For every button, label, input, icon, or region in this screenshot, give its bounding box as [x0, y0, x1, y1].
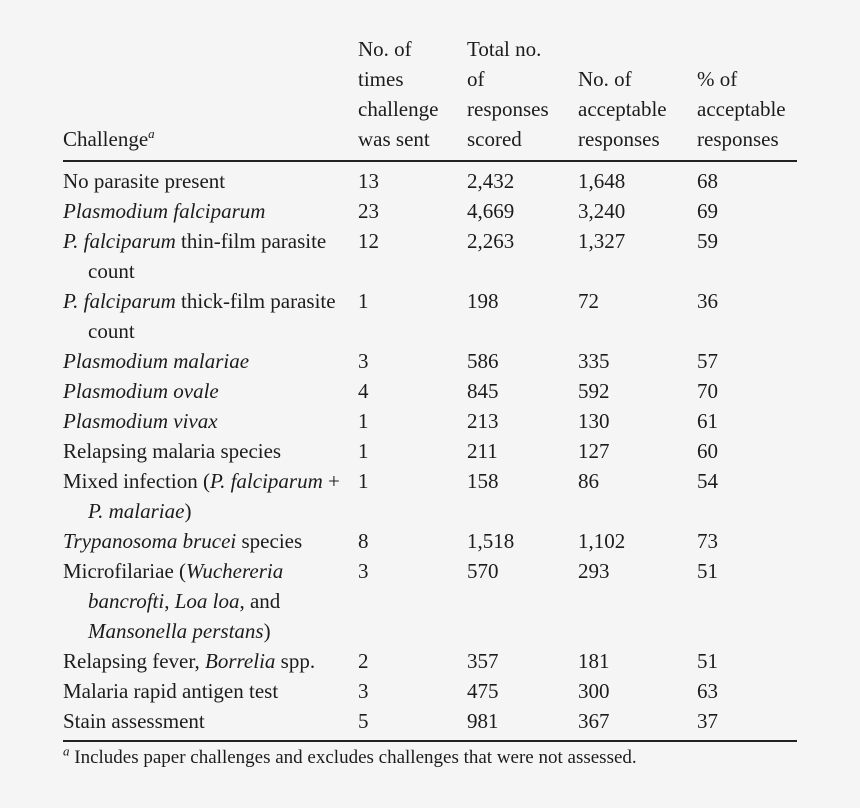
challenge-label: [63, 556, 358, 646]
challenge-label-segment: Plasmodium vivax: [63, 409, 218, 433]
times-sent-cell: 3: [358, 349, 369, 373]
challenge-label-segment: Microfilariae (: [63, 559, 187, 583]
total-scored-cell: 198: [467, 289, 499, 313]
challenge-label-segment: thin-film parasite count: [88, 229, 327, 283]
challenge-label-segment: Mixed infection (: [63, 469, 210, 493]
header-line: No. of: [578, 67, 632, 91]
table-row: [63, 526, 797, 556]
challenge-label-segment: Relapsing fever,: [63, 649, 206, 673]
challenge-label-segment: Stain assessment: [63, 709, 205, 733]
challenge-cell: [63, 676, 358, 706]
header-percent: [697, 34, 797, 161]
times-sent-cell: 13: [358, 169, 379, 193]
times-sent-cell: 1: [358, 469, 369, 493]
acceptable-cell: 86: [578, 469, 599, 493]
challenge-cell: [63, 526, 358, 556]
times-sent-cell: 12: [358, 229, 379, 253]
percent-cell: 37: [697, 709, 718, 733]
header-challenge-label: Challenge: [63, 127, 149, 151]
challenge-label-segment: Wuchereria bancrofti: [88, 559, 284, 613]
header-line: scored: [467, 127, 522, 151]
challenge-label-segment: P. falciparum: [209, 469, 323, 493]
acceptable-cell: 293: [578, 559, 610, 583]
footnote-marker: a: [63, 743, 70, 759]
challenge-label: [63, 466, 358, 526]
total-scored-cell: 2,432: [467, 169, 515, 193]
challenge-label: [63, 526, 358, 556]
percent-cell: 59: [697, 229, 718, 253]
total-scored-cell: 357: [467, 649, 499, 673]
acceptable-cell: 127: [578, 439, 610, 463]
percent-cell: 68: [697, 169, 718, 193]
header-line: Total no.: [467, 37, 542, 61]
header-footnote-marker: a: [148, 126, 155, 141]
percent-cell: 63: [697, 679, 718, 703]
challenge-label-segment: spp.: [275, 649, 316, 673]
acceptable-cell: 300: [578, 679, 610, 703]
challenge-label-segment: , and: [239, 589, 281, 613]
acceptable-cell: 181: [578, 649, 610, 673]
header-times-sent: [358, 34, 467, 161]
challenge-cell: [63, 346, 358, 376]
challenge-label: [63, 166, 358, 196]
header-line: was sent: [358, 127, 430, 151]
times-sent-cell: 3: [358, 679, 369, 703]
table-row: [63, 706, 797, 741]
challenge-label-segment: Loa loa: [174, 589, 240, 613]
acceptable-cell: 592: [578, 379, 610, 403]
total-scored-cell: 4,669: [467, 199, 515, 223]
acceptable-cell: 130: [578, 409, 610, 433]
acceptable-cell: 367: [578, 709, 610, 733]
challenge-label-segment: thick-film parasite count: [88, 289, 336, 343]
acceptable-cell: 1,648: [578, 169, 626, 193]
table-row: [63, 466, 797, 526]
percent-cell: 36: [697, 289, 718, 313]
percent-cell: 61: [697, 409, 718, 433]
header-challenge: [63, 34, 358, 161]
challenge-cell: [63, 196, 358, 226]
header-line: times: [358, 67, 404, 91]
table-row: [63, 406, 797, 436]
times-sent-cell: 1: [358, 409, 369, 433]
table-row: [63, 161, 797, 196]
challenge-label-segment: ): [263, 619, 271, 643]
header-line: acceptable: [697, 97, 786, 121]
challenge-label-segment: Plasmodium falciparum: [63, 199, 266, 223]
times-sent-cell: 1: [358, 289, 369, 313]
table-row: [63, 346, 797, 376]
challenge-cell: [63, 646, 358, 676]
table-header: [63, 34, 797, 161]
times-sent-cell: 4: [358, 379, 369, 403]
header-line: responses: [578, 127, 660, 151]
total-scored-cell: 1,518: [467, 529, 515, 553]
table-row: [63, 646, 797, 676]
challenge-cell: [63, 556, 358, 646]
results-table-container: [63, 34, 797, 771]
percent-cell: 60: [697, 439, 718, 463]
results-table: [63, 34, 797, 742]
header-line: responses: [467, 97, 549, 121]
table-row: [63, 286, 797, 346]
times-sent-cell: 5: [358, 709, 369, 733]
times-sent-cell: 3: [358, 559, 369, 583]
challenge-label: [63, 676, 358, 706]
header-line: responses: [697, 127, 779, 151]
challenge-label-segment: P. falciparum: [63, 289, 176, 313]
percent-cell: 51: [697, 559, 718, 583]
challenge-label: [63, 286, 358, 346]
challenge-cell: [63, 706, 358, 741]
challenge-label: [63, 196, 358, 226]
percent-cell: 69: [697, 199, 718, 223]
challenge-label-segment: Borrelia: [205, 649, 276, 673]
challenge-cell: [63, 376, 358, 406]
header-line: challenge: [358, 97, 439, 121]
times-sent-cell: 23: [358, 199, 379, 223]
footnote-text: Includes paper challenges and excludes challenges that were not assessed.: [69, 747, 637, 768]
challenge-cell: [63, 406, 358, 436]
challenge-cell: [63, 466, 358, 526]
challenge-cell: [63, 226, 358, 286]
percent-cell: 70: [697, 379, 718, 403]
table-row: [63, 196, 797, 226]
challenge-label: [63, 646, 358, 676]
table-row: [63, 376, 797, 406]
acceptable-cell: 72: [578, 289, 599, 313]
total-scored-cell: 586: [467, 349, 499, 373]
header-row: [63, 34, 797, 161]
total-scored-cell: 570: [467, 559, 499, 583]
times-sent-cell: 8: [358, 529, 369, 553]
challenge-label-segment: Relapsing malaria species: [63, 439, 282, 463]
total-scored-cell: 158: [467, 469, 499, 493]
challenge-label: [63, 436, 358, 466]
challenge-label: [63, 226, 358, 286]
table-row: [63, 676, 797, 706]
times-sent-cell: 1: [358, 439, 369, 463]
table-row: [63, 226, 797, 286]
challenge-label-segment: +: [322, 469, 340, 493]
total-scored-cell: 213: [467, 409, 499, 433]
challenge-label-segment: P. malariae: [88, 499, 185, 523]
header-line: No. of: [358, 37, 412, 61]
challenge-label: [63, 406, 358, 436]
header-line: acceptable: [578, 97, 667, 121]
total-scored-cell: 475: [467, 679, 499, 703]
table-footnote: [63, 745, 797, 771]
challenge-cell: [63, 436, 358, 466]
acceptable-cell: 335: [578, 349, 610, 373]
header-line: % of: [697, 67, 738, 91]
total-scored-cell: 2,263: [467, 229, 515, 253]
times-sent-cell: 2: [358, 649, 369, 673]
challenge-label-segment: No parasite present: [63, 169, 226, 193]
header-total-scored: [467, 34, 578, 161]
table-row: [63, 436, 797, 466]
total-scored-cell: 845: [467, 379, 499, 403]
total-scored-cell: 211: [467, 439, 498, 463]
percent-cell: 54: [697, 469, 718, 493]
challenge-label-segment: Plasmodium ovale: [63, 379, 219, 403]
challenge-label: [63, 346, 358, 376]
challenge-label-segment: ): [184, 499, 192, 523]
header-line: of: [467, 67, 485, 91]
challenge-label-segment: Plasmodium malariae: [63, 349, 250, 373]
header-acceptable: [578, 34, 697, 161]
challenge-label: [63, 376, 358, 406]
acceptable-cell: 3,240: [578, 199, 626, 223]
challenge-label-segment: Malaria rapid antigen test: [63, 679, 279, 703]
challenge-label-segment: species: [236, 529, 303, 553]
challenge-cell: [63, 161, 358, 196]
percent-cell: 51: [697, 649, 718, 673]
challenge-cell: [63, 286, 358, 346]
acceptable-cell: 1,327: [578, 229, 626, 253]
table-body: [63, 161, 797, 741]
challenge-label-segment: P. falciparum: [63, 229, 176, 253]
challenge-label-segment: ,: [164, 589, 175, 613]
percent-cell: 73: [697, 529, 718, 553]
acceptable-cell: 1,102: [578, 529, 626, 553]
percent-cell: 57: [697, 349, 718, 373]
table-row: [63, 556, 797, 646]
challenge-label: [63, 706, 358, 736]
challenge-label-segment: Mansonella perstans: [88, 619, 264, 643]
total-scored-cell: 981: [467, 709, 499, 733]
challenge-label-segment: Trypanosoma brucei: [63, 529, 237, 553]
